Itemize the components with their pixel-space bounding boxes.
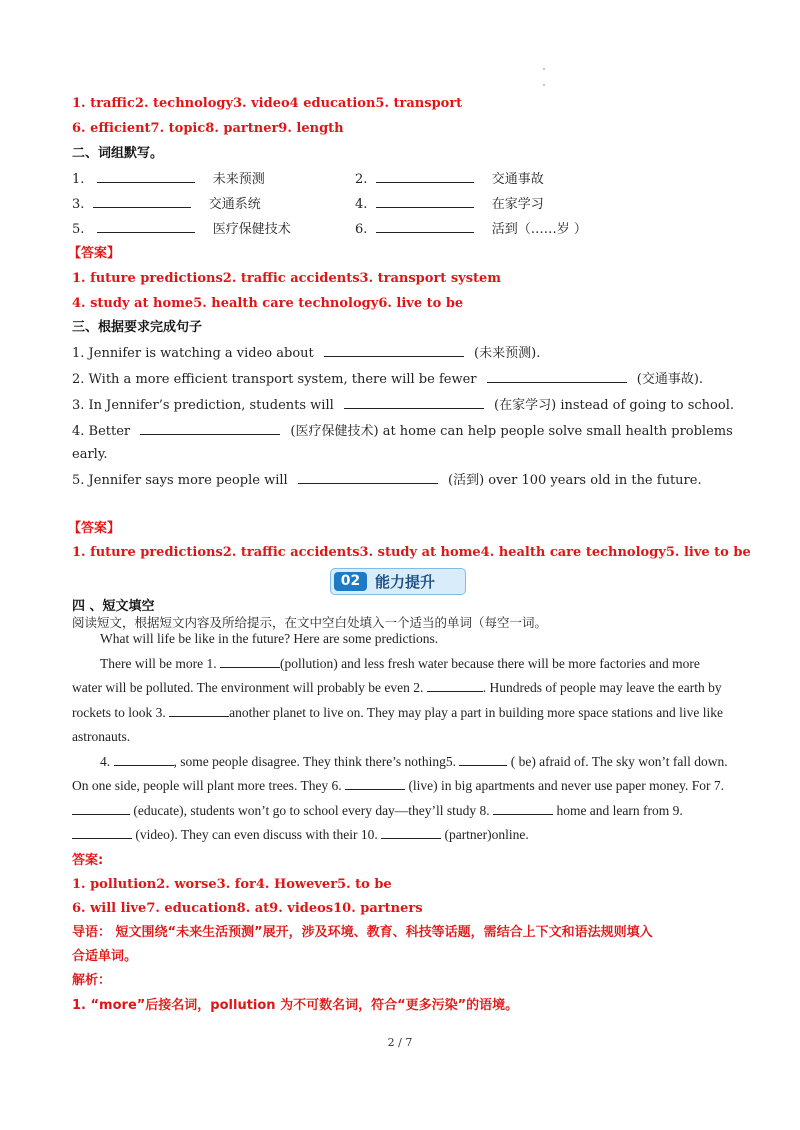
analysis-text: 1. “more”后接名词，pollution 为不可数名词，符合“更多污染”的语境。 [72, 998, 519, 1013]
answer-label: 答案: [72, 853, 104, 868]
phrase-item: 2. 交通事故 [355, 172, 544, 187]
phrase-item: 3. 交通系统 [72, 197, 261, 212]
page-number: 2 / 7 [387, 1036, 413, 1049]
answer-blank [487, 370, 627, 383]
answer-label: 【答案】 [68, 521, 121, 536]
instruction: 阅读短文，根据短文内容及所给提示，在文中空白处填入一个适当的单词（每空一词。 [72, 615, 548, 630]
guide-text: 合适单词。 [72, 949, 138, 964]
section-title: 三、根据要求完成句子 [72, 320, 203, 335]
answer-line: 1. pollution2. worse3. for4. However5. to be [72, 877, 392, 892]
scan-speck [543, 84, 545, 86]
sentence-item: 4. Better (医疗保健技术) at home can help people solve small health problems [72, 424, 733, 439]
answer-blank [97, 220, 195, 233]
answer-line: 1. traffic2. technology3. video4 education5. transport [72, 96, 463, 111]
analysis-label: 解析： [72, 973, 112, 988]
passage-paragraph: What will life be like in the future? Here are some predictions. [100, 631, 439, 646]
passage-paragraph: 4. , some people disagree. They think there’s nothing5. ( be) afraid of. The sky won’t fall down. On one side, people will plant more trees. They 6. (live) in big apartments and never use paper money. For 7. (educate), students won’t go to school every day—they’ll study 8. home and learn from 9. (video). They can even discuss with their 10. (partner)online. [72, 753, 728, 842]
section-title: 二、词组默写。 [72, 146, 164, 161]
phrase-item: 5. 医疗保健技术 [72, 222, 291, 237]
sentence-continuation: early. [72, 447, 108, 462]
answer-blank [344, 396, 484, 409]
answer-blank [376, 170, 474, 183]
phrase-item: 6. 活到（……岁 ） [355, 222, 587, 237]
banner-number: 02 [334, 572, 367, 591]
answer-blank [298, 471, 438, 484]
scan-speck [543, 68, 545, 70]
answer-blank [324, 344, 464, 357]
sentence-item: 5. Jennifer says more people will (活到) over 100 years old in the future. [72, 473, 702, 488]
answer-blank [140, 422, 280, 435]
answer-line: 6. will live7. education8. at9. videos10. partners [72, 901, 423, 916]
answer-blank [97, 170, 195, 183]
sentence-item: 2. With a more efficient transport system, there will be fewer (交通事故). [72, 372, 704, 387]
section-title: 四 、短文填空 [72, 599, 155, 614]
sentence-item: 3. In Jennifer’s prediction, students will (在家学习) instead of going to school. [72, 398, 735, 413]
passage-paragraph: There will be more 1. (pollution) and less fresh water because there will be more factories and more water will be polluted. The environment will probably be even 2. . Hundreds of people may leave the earth by rockets to look 3. another planet to live on. They may play a part in building more space stations and live like astronauts. [72, 655, 723, 744]
guide-text: 导语： 短文围绕“未来生活预测”展开，涉及环境、教育、科技等话题，需结合上下文和语法规则填入 [72, 925, 653, 940]
cloze-passage [72, 627, 732, 848]
sentence-item: 1. Jennifer is watching a video about (未来预测). [72, 346, 541, 361]
section-banner [330, 568, 466, 595]
answer-line: 6. efficient7. topic8. partner9. length [72, 121, 344, 136]
answer-line: 1. future predictions2. traffic accidents3. study at home4. health care technology5. live to be [72, 545, 751, 560]
answer-line: 4. study at home5. health care technology6. live to be [72, 296, 464, 311]
answer-blank [376, 195, 474, 208]
phrase-item: 4. 在家学习 [355, 197, 544, 212]
phrase-item: 1. 未来预测 [72, 172, 265, 187]
answer-blank [93, 195, 191, 208]
answer-label: 【答案】 [68, 246, 121, 261]
answer-blank [376, 220, 474, 233]
banner-title: 能力提升 [375, 573, 436, 591]
answer-line: 1. future predictions2. traffic accidents3. transport system [72, 271, 502, 286]
